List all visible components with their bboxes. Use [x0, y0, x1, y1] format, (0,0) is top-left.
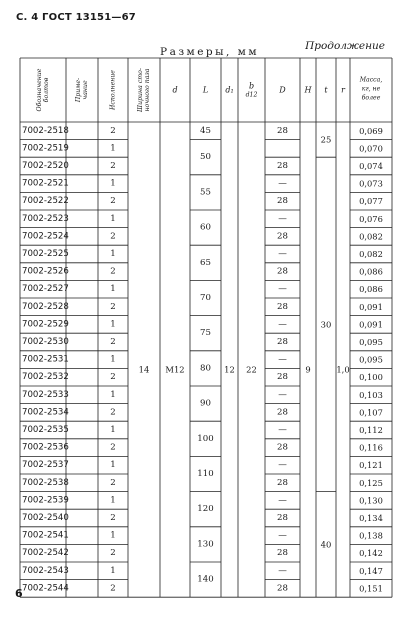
merged-d: M12	[165, 364, 185, 375]
row-D: 28	[277, 583, 288, 594]
row-L: 130	[197, 539, 214, 550]
header-b-tolerance: d12	[245, 91, 258, 99]
row-mass: 0,100	[359, 372, 383, 383]
row-L: 90	[200, 398, 211, 409]
row-mass: 0,138	[359, 530, 383, 541]
row-mass: 0,069	[359, 125, 383, 136]
row-designation: 7002-2526	[22, 266, 69, 277]
row-designation: 7002-2529	[22, 319, 69, 330]
row-designation: 7002-2520	[22, 161, 69, 171]
row-designation: 7002-2530	[22, 337, 69, 347]
header-designation: болтов	[43, 77, 51, 103]
row-designation: 7002-2524	[22, 231, 69, 242]
row-L: 140	[197, 574, 214, 585]
header-slot-width: ночного паза	[144, 68, 152, 112]
header-t: t	[324, 85, 328, 95]
row-L: 50	[200, 152, 211, 163]
row-execution: 2	[110, 161, 116, 171]
row-D: 28	[277, 301, 288, 312]
row-mass: 0,082	[359, 249, 383, 259]
row-mass: 0,112	[359, 425, 383, 435]
row-D: —	[278, 249, 287, 259]
continuation-label: Продолжение	[305, 40, 385, 52]
header-slot-width: Ширина сто-	[136, 68, 144, 112]
row-mass: 0,121	[359, 460, 383, 471]
row-designation: 7002-2531	[22, 354, 69, 365]
row-mass: 0,091	[359, 319, 383, 330]
merged-slot-width: 14	[138, 364, 150, 375]
row-D: —	[278, 284, 287, 295]
row-D: 28	[277, 231, 288, 242]
row-execution: 1	[110, 249, 116, 259]
row-mass: 0,151	[359, 583, 383, 594]
row-mass: 0,082	[359, 231, 383, 242]
row-execution: 1	[110, 178, 116, 189]
row-execution: 2	[110, 442, 116, 453]
merged-d1: 12	[224, 364, 235, 375]
row-execution: 1	[110, 143, 116, 154]
row-execution: 2	[110, 372, 116, 383]
row-designation: 7002-2537	[22, 460, 69, 471]
row-designation: 7002-2525	[22, 249, 69, 259]
row-mass: 0,070	[359, 143, 383, 154]
merged-r: 1,0	[336, 364, 350, 375]
row-L: 70	[200, 293, 211, 303]
header-L: L	[202, 85, 209, 95]
row-execution: 1	[110, 495, 116, 506]
row-execution: 2	[110, 477, 116, 488]
row-D: 28	[277, 548, 288, 559]
row-D: —	[278, 565, 287, 576]
row-designation: 7002-2518	[22, 125, 69, 136]
row-execution: 2	[110, 513, 116, 523]
document-code-header: С. 4 ГОСТ 13151—67	[16, 12, 136, 23]
header-mass: Масса,	[359, 76, 383, 84]
row-mass: 0,130	[359, 495, 383, 506]
row-mass: 0,095	[359, 354, 383, 365]
row-designation: 7002-2544	[22, 583, 69, 594]
row-L: 65	[200, 257, 211, 268]
header-b: b	[248, 81, 255, 91]
row-execution: 2	[110, 548, 116, 559]
row-D: —	[278, 389, 287, 400]
row-designation: 7002-2534	[22, 407, 69, 418]
header-designation: Обозначение	[35, 68, 43, 112]
header-note: чание	[82, 80, 90, 100]
header-r: r	[341, 85, 345, 95]
row-mass: 0,077	[359, 196, 383, 207]
row-D: 28	[277, 372, 288, 383]
row-execution: 1	[110, 425, 116, 435]
row-designation: 7002-2522	[22, 196, 69, 207]
row-designation: 7002-2536	[22, 442, 69, 453]
row-designation: 7002-2532	[22, 372, 69, 383]
row-mass: 0,095	[359, 337, 383, 347]
row-designation: 7002-2543	[22, 565, 69, 576]
row-D: —	[278, 213, 287, 224]
row-designation: 7002-2538	[22, 477, 69, 488]
row-L: 100	[197, 433, 214, 444]
t-group-3: 40	[320, 539, 332, 550]
page-number: 6	[15, 587, 23, 600]
row-execution: 1	[110, 389, 116, 400]
header-mass: более	[361, 94, 381, 102]
row-mass: 0,142	[359, 548, 383, 559]
row-mass: 0,091	[359, 301, 383, 312]
row-mass: 0,086	[359, 266, 383, 277]
row-D: —	[278, 319, 287, 330]
header-H: H	[304, 85, 312, 95]
row-designation: 7002-2542	[22, 548, 69, 559]
row-execution: 1	[110, 530, 116, 541]
row-execution: 2	[110, 231, 116, 242]
row-D: 28	[277, 442, 288, 453]
row-execution: 1	[110, 460, 116, 471]
row-L: 110	[197, 469, 214, 479]
row-designation: 7002-2535	[22, 425, 69, 435]
merged-b: 22	[246, 364, 257, 375]
row-D: —	[278, 354, 287, 365]
row-execution: 2	[110, 266, 116, 277]
row-D: 28	[277, 266, 288, 277]
row-D: —	[278, 425, 287, 435]
row-D: —	[278, 530, 287, 541]
row-L: 120	[197, 504, 214, 515]
t-group-1: 25	[320, 134, 332, 145]
row-designation: 7002-2540	[22, 513, 69, 523]
row-execution: 2	[110, 583, 116, 594]
row-designation: 7002-2527	[22, 284, 69, 295]
row-mass: 0,107	[359, 407, 383, 418]
row-mass: 0,086	[359, 284, 383, 295]
row-L: 75	[200, 328, 211, 339]
row-D: 28	[277, 125, 288, 136]
row-execution: 2	[110, 125, 116, 136]
row-execution: 2	[110, 337, 116, 347]
row-execution: 2	[110, 196, 116, 207]
row-designation: 7002-2539	[22, 495, 69, 506]
row-execution: 1	[110, 319, 116, 330]
row-mass: 0,147	[359, 565, 383, 576]
row-D: 28	[277, 161, 288, 171]
row-mass: 0,134	[359, 513, 383, 523]
row-mass: 0,125	[359, 477, 383, 488]
row-mass: 0,074	[359, 161, 383, 171]
row-D: 28	[277, 337, 288, 347]
t-group-2: 30	[320, 319, 332, 330]
header-mass: кг, не	[361, 85, 381, 93]
merged-H: 9	[305, 364, 311, 375]
header-note: Приме-	[74, 77, 82, 103]
row-designation: 7002-2533	[22, 389, 69, 400]
header-d: d	[172, 85, 178, 95]
sizes-label: Размеры, мм	[160, 46, 260, 58]
row-D: 28	[277, 407, 288, 418]
row-execution: 1	[110, 284, 116, 295]
header-execution: Исполнение	[109, 70, 117, 110]
row-designation: 7002-2523	[22, 213, 69, 224]
row-mass: 0,076	[359, 213, 383, 224]
row-designation: 7002-2528	[22, 301, 69, 312]
row-D: 28	[277, 513, 288, 523]
row-execution: 1	[110, 565, 116, 576]
row-designation: 7002-2519	[22, 143, 69, 154]
row-D: —	[278, 495, 287, 506]
row-L: 60	[200, 222, 211, 233]
row-designation: 7002-2541	[22, 530, 69, 541]
row-execution: 2	[110, 407, 116, 418]
row-execution: 2	[110, 301, 116, 312]
header-d1: d₁	[225, 85, 234, 95]
row-mass: 0,073	[359, 178, 383, 189]
row-D: —	[278, 460, 287, 471]
row-L: 45	[200, 125, 211, 136]
row-mass: 0,103	[359, 389, 383, 400]
row-D: —	[278, 178, 287, 189]
row-mass: 0,116	[359, 442, 383, 453]
header-D: D	[279, 85, 286, 95]
row-D: 28	[277, 477, 288, 488]
row-execution: 1	[110, 354, 116, 365]
row-L: 55	[200, 187, 211, 198]
row-execution: 1	[110, 213, 116, 224]
row-L: 80	[200, 363, 211, 374]
row-designation: 7002-2521	[22, 178, 69, 189]
row-D: 28	[277, 196, 288, 207]
